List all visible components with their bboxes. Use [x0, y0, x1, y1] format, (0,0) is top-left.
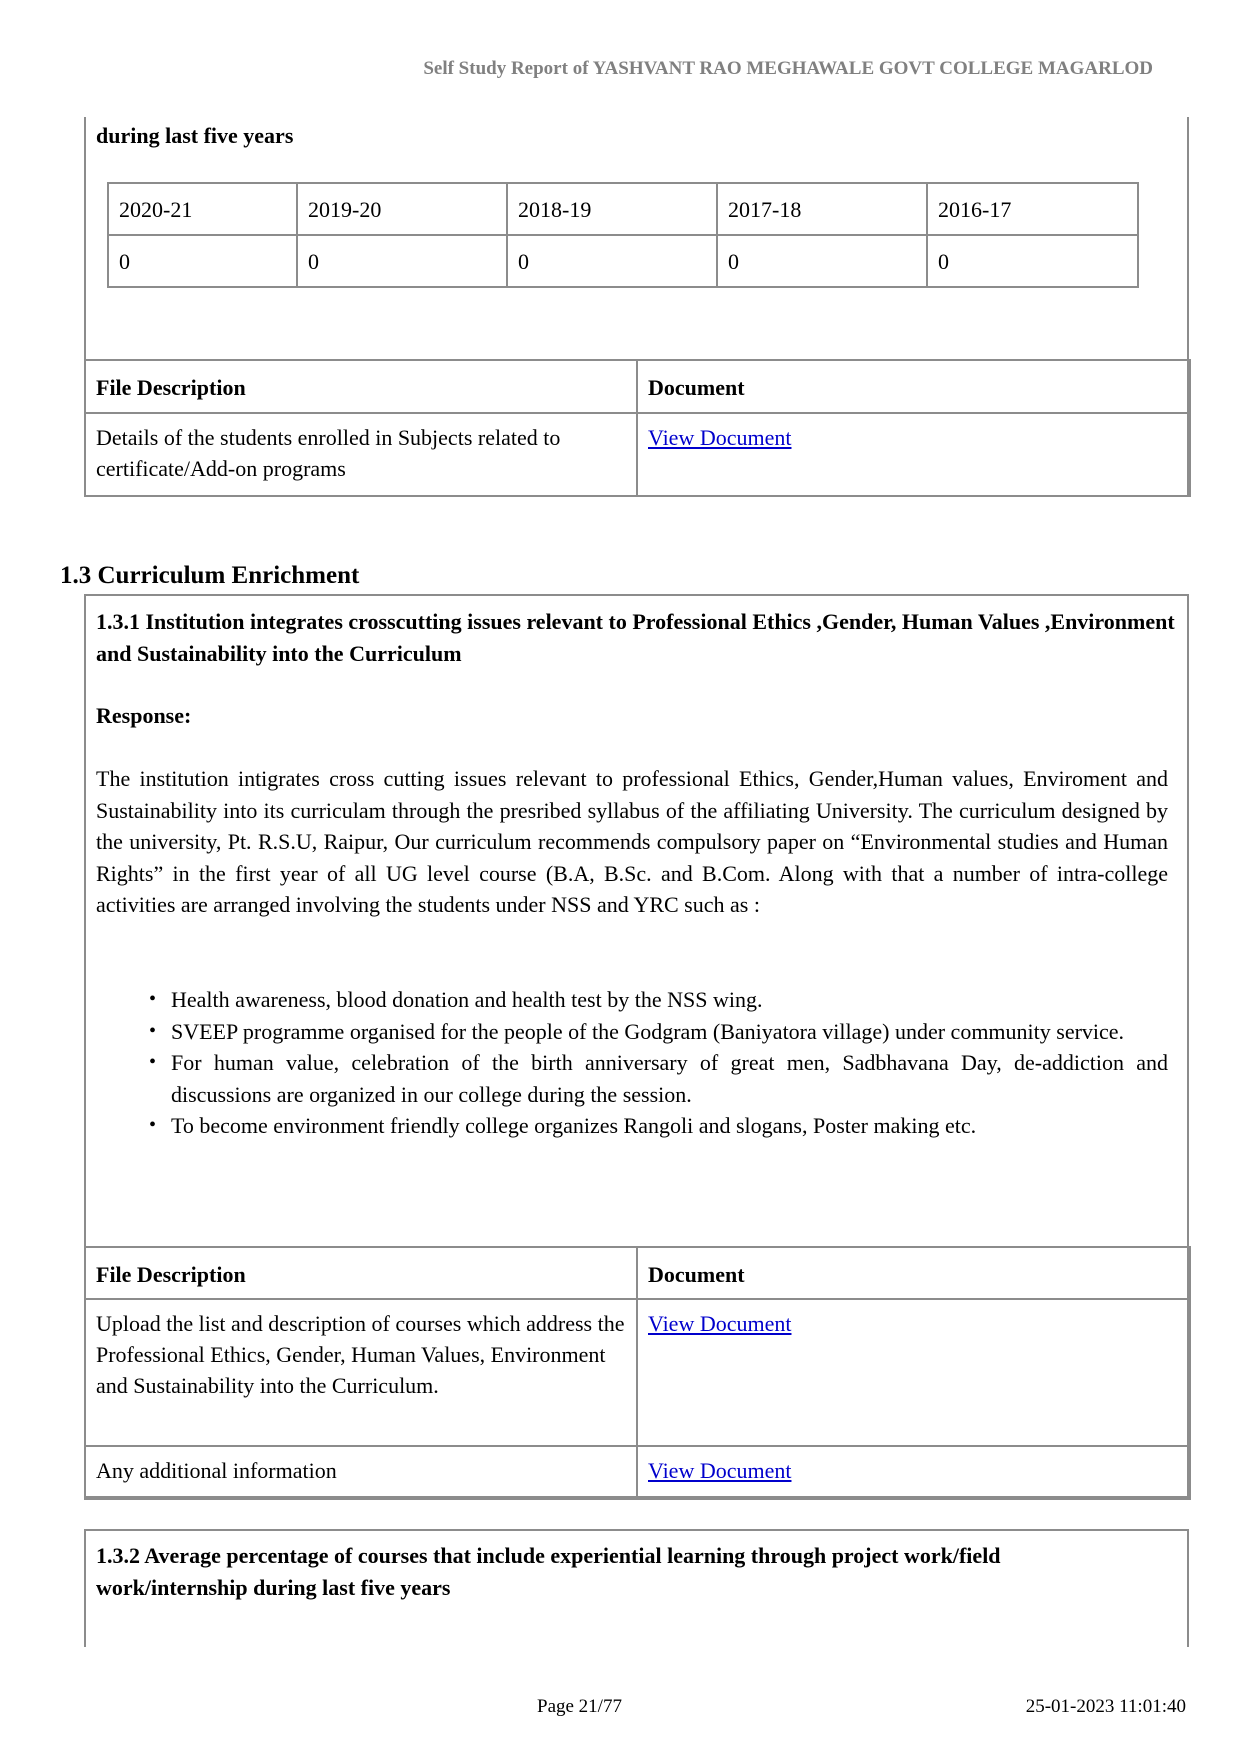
- value-cell: 0: [927, 235, 1138, 287]
- year-values-table: [107, 182, 1139, 288]
- file-description-header: File Description: [85, 1247, 637, 1299]
- file-table-header-row: [85, 360, 1190, 413]
- view-document-link[interactable]: View Document: [648, 1311, 792, 1336]
- value-cell: 0: [507, 235, 717, 287]
- year-cell: 2020-21: [108, 183, 297, 235]
- year-cell: 2017-18: [717, 183, 927, 235]
- bullet-icon: •: [149, 1114, 157, 1136]
- file-table-row: [85, 413, 1190, 496]
- year-cell: 2019-20: [297, 183, 507, 235]
- value-cell: 0: [717, 235, 927, 287]
- page-timestamp: 25-01-2023 11:01:40: [1025, 1696, 1186, 1717]
- file-table-header-row: [85, 1247, 1190, 1299]
- bullet-icon: •: [149, 1051, 157, 1073]
- metric-title-tail: during last five years: [96, 123, 294, 148]
- document-header: Document: [637, 1247, 1190, 1299]
- section-heading: 1.3 Curriculum Enrichment: [60, 562, 360, 589]
- list-item: • SVEEP programme organised for the people of the Godgram (Baniyatora village) under community service.: [171, 1016, 1168, 1048]
- metric-1-3-1-title: 1.3.1 Institution integrates crosscutting issues relevant to Professional Ethics ,Gender, Human Values ,Environment and Sustainability into the Curriculum: [96, 609, 1175, 666]
- list-item: • Health awareness, blood donation and health test by the NSS wing.: [171, 984, 1168, 1016]
- file-description-header: File Description: [85, 360, 637, 413]
- file-description-table: [84, 1246, 1191, 1500]
- page-number: Page 21/77: [537, 1696, 622, 1717]
- list-item: • To become environment friendly college organizes Rangoli and slogans, Poster making etc.: [171, 1110, 1168, 1142]
- list-item: • For human value, celebration of the birth anniversary of great men, Sadbhavana Day, de-addiction and discussions are organized in our college during the session.: [171, 1047, 1168, 1110]
- response-label: Response:: [96, 703, 192, 728]
- bullet-icon: •: [149, 1019, 157, 1042]
- view-document-link[interactable]: View Document: [648, 1458, 792, 1483]
- value-cell: 0: [297, 235, 507, 287]
- year-cell: 2016-17: [927, 183, 1138, 235]
- response-paragraph: The institution intigrates cross cutting issues relevant to professional Ethics, Gender,Human values, Enviroment and Sustainability into its curriculam through the presribed syllabus of the affiliating University. The curriculum designed by the university, Pt. R.S.U, Raipur, Our curriculum recommends compulsory paper on “Environmental studies and Human Rights” in the first year of all UG level course (B.A, B.Sc. and B.Com. Along with that a number of intra-college activities are arranged involving the students under NSS and YRC such as :: [96, 766, 1168, 917]
- file-description-table: [84, 359, 1191, 497]
- file-table-row: [85, 1446, 1190, 1499]
- value-row: [108, 235, 1138, 287]
- year-cell: 2018-19: [507, 183, 717, 235]
- metric-1-3-2-title: 1.3.2 Average percentage of courses that include experiential learning through project work/field work/internship during last five years: [96, 1543, 1001, 1600]
- file-table-row: [85, 1299, 1190, 1446]
- bullet-icon: •: [149, 988, 157, 1010]
- page-header-title: Self Study Report of YASHVANT RAO MEGHAWALE GOVT COLLEGE MAGARLOD: [423, 58, 1153, 79]
- activities-list: [149, 984, 1168, 1142]
- document-header: Document: [637, 360, 1190, 413]
- file-description: Details of the students enrolled in Subjects related to certificate/Add-on programs: [85, 413, 637, 496]
- file-description: Upload the list and description of courses which address the Professional Ethics, Gender, Human Values, Environment and Sustainability into the Curriculum.: [85, 1299, 637, 1446]
- file-description: Any additional information: [85, 1446, 637, 1499]
- value-cell: 0: [108, 235, 297, 287]
- view-document-link[interactable]: View Document: [648, 425, 792, 450]
- year-header-row: [108, 183, 1138, 235]
